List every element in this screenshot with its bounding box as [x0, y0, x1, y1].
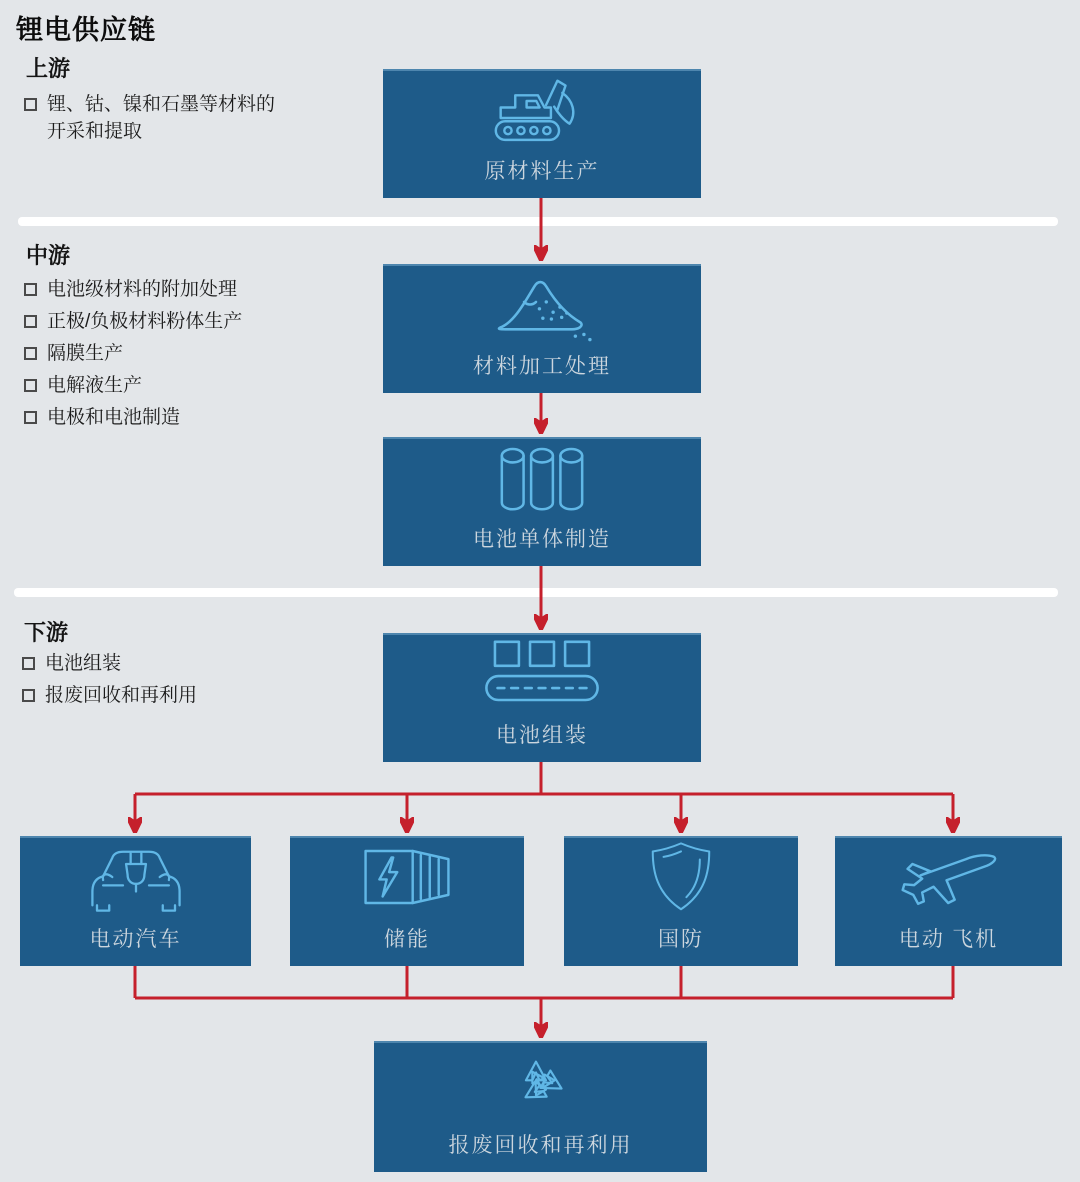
bullet-item	[24, 277, 237, 304]
powder-pile-icon	[472, 266, 612, 343]
divider-band-midstream-downstream	[14, 588, 1058, 597]
square-bullet-icon	[24, 98, 37, 111]
node-material-processing	[383, 264, 701, 393]
section-heading-midstream: 中游	[26, 243, 71, 268]
square-bullet-icon	[22, 657, 35, 670]
node-label: 电动 飞机	[898, 927, 999, 951]
square-bullet-icon	[22, 689, 35, 702]
electric-car-icon	[72, 838, 200, 916]
energy-storage-icon	[342, 838, 472, 916]
section-heading-downstream: 下游	[24, 620, 69, 645]
square-bullet-icon	[24, 315, 37, 328]
bullet-text: 正极/负极材料粉体生产	[47, 311, 243, 332]
conveyor-icon	[467, 635, 617, 712]
bullet-text: 电极和电池制造	[47, 407, 181, 428]
square-bullet-icon	[24, 379, 37, 392]
node-label: 原材料生产	[484, 159, 600, 183]
square-bullet-icon	[24, 347, 37, 360]
bullet-item	[22, 651, 121, 678]
node-label: 电池单体制造	[473, 527, 611, 551]
node-pack-assembly	[383, 633, 701, 762]
section-heading-upstream: 上游	[26, 56, 71, 81]
node-electric-aircraft	[835, 836, 1062, 966]
square-bullet-icon	[24, 411, 37, 424]
bullet-item	[24, 92, 292, 145]
bullet-item	[24, 341, 123, 368]
bullet-item	[24, 373, 142, 400]
node-energy-storage	[290, 836, 524, 966]
node-label: 国防	[658, 927, 704, 951]
node-label: 电池组装	[496, 723, 588, 747]
bullet-text: 锂、钴、镍和石墨等材料的开采和提取	[47, 94, 276, 142]
node-cell-manufacturing	[383, 437, 701, 566]
page-title: 锂电供应链	[16, 15, 156, 45]
node-label: 报废回收和再利用	[448, 1133, 633, 1157]
recycle-icon	[481, 1043, 601, 1122]
bullet-text: 电池级材料的附加处理	[47, 279, 238, 300]
divider-band-upstream-midstream	[18, 217, 1058, 226]
node-defense	[564, 836, 798, 966]
battery-cells-icon	[477, 439, 607, 516]
node-label: 电动汽车	[89, 927, 182, 951]
node-label: 材料加工处理	[473, 354, 611, 378]
bullet-item	[22, 683, 197, 710]
bullet-item	[24, 309, 242, 336]
airplane-icon	[881, 838, 1017, 916]
excavator-icon	[477, 71, 607, 148]
node-raw-material-production	[383, 69, 701, 198]
bullet-text: 电池组装	[45, 653, 122, 674]
bullet-text: 隔膜生产	[47, 343, 124, 364]
node-label: 储能	[384, 927, 430, 951]
bullet-item	[24, 405, 180, 432]
node-recycling	[374, 1041, 707, 1172]
node-electric-vehicles	[20, 836, 251, 966]
bullet-text: 电解液生产	[47, 375, 143, 396]
shield-icon	[635, 838, 727, 916]
bullet-text: 报废回收和再利用	[45, 685, 198, 706]
square-bullet-icon	[24, 283, 37, 296]
